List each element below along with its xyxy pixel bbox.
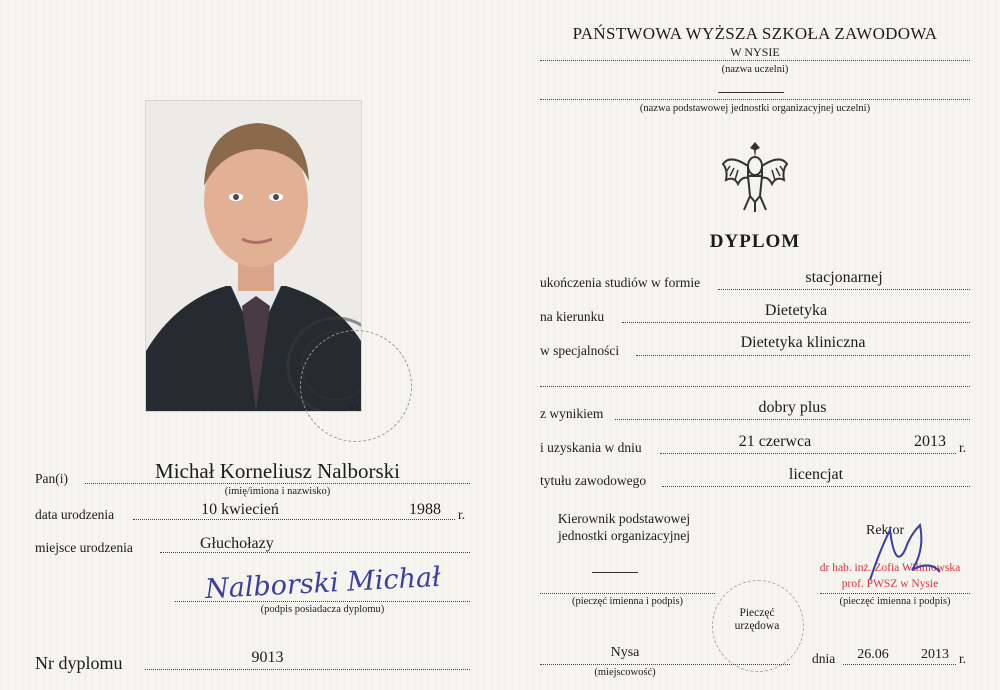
unit-caption: (nazwa podstawowej jednostki organizacyjnej uczelni)	[639, 103, 871, 114]
degree-value: licencjat	[788, 466, 844, 483]
specialty-value: Dietetyka kliniczna	[740, 334, 866, 351]
photo-stamp-ring	[300, 330, 412, 442]
footer-date-value: 26.06	[857, 647, 889, 662]
rector-caption: (pieczęć imienna i podpis)	[839, 596, 951, 607]
specialty-label: w specjalności	[540, 343, 620, 358]
date-value: 21 czerwca	[738, 433, 812, 450]
place-value: Nysa	[610, 645, 640, 660]
head-of-unit-dash	[592, 572, 638, 573]
unit-dash	[718, 92, 784, 93]
institution-name: PAŃSTWOWA WYŻSZA SZKOŁA ZAWODOWA	[572, 24, 938, 43]
diploma-number-label: Nr dyplomu	[35, 653, 123, 673]
study-form-label: ukończenia studiów w formie	[540, 275, 701, 290]
specialty-line	[636, 355, 970, 356]
birthplace-value: Głuchołazy	[200, 535, 274, 552]
name-caption: (imię/imiona i nazwisko)	[224, 486, 331, 497]
result-label: z wynikiem	[540, 406, 604, 421]
birthplace-label: miejsce urodzenia	[35, 540, 133, 555]
document-title: DYPLOM	[709, 231, 801, 252]
birth-year-suffix: r.	[458, 507, 466, 522]
holder-signature: Nalborski Michał	[204, 561, 442, 606]
birth-date-label: data urodzenia	[35, 507, 115, 522]
degree-label: tytułu zawodowego	[540, 473, 647, 488]
result-value: dobry plus	[758, 399, 827, 416]
date-year: 2013	[914, 433, 946, 450]
footer-date-label: dnia	[812, 651, 836, 666]
rector-line	[820, 593, 970, 594]
institution-city: W NYSIE	[730, 45, 780, 59]
result-line	[615, 419, 970, 420]
rector-title: Rektor	[866, 523, 905, 538]
date-label: i uzyskania w dniu	[540, 440, 642, 455]
date-year-suffix: r.	[959, 440, 967, 455]
birth-day-value: 10 kwiecień	[201, 501, 279, 518]
name-label: Pan(i)	[35, 471, 68, 486]
footer-date-year: 2013	[921, 647, 949, 662]
major-label: na kierunku	[540, 309, 605, 324]
rector-affiliation: prof. PWSZ w Nysie	[841, 578, 939, 590]
signature-caption: (podpis posiadacza dyplomu)	[260, 604, 385, 615]
study-form-value: stacjonarnej	[805, 269, 883, 286]
date-line	[660, 453, 956, 454]
rector-signature-icon	[850, 510, 950, 600]
eagle-emblem-icon	[720, 136, 790, 214]
official-seal-text: Pieczęć urzędowa	[734, 607, 780, 632]
specialty-line-2	[540, 386, 970, 387]
diploma-number-line	[145, 669, 470, 670]
birth-year-value: 1988	[409, 501, 441, 518]
head-of-unit-title: Kierownik podstawowej jednostki organizacyjnej	[557, 511, 691, 543]
diploma-number-value: 9013	[251, 649, 284, 666]
birth-date-line	[133, 519, 455, 520]
unit-line	[540, 99, 970, 100]
footer-year-suffix: r.	[959, 651, 967, 666]
institution-line	[540, 60, 970, 61]
major-line	[622, 322, 970, 323]
study-form-line	[718, 289, 970, 290]
footer-date-line	[843, 664, 956, 665]
degree-line	[662, 486, 970, 487]
place-line	[540, 664, 790, 665]
institution-caption: (nazwa uczelni)	[721, 64, 789, 75]
head-of-unit-caption: (pieczęć imienna i podpis)	[571, 596, 684, 607]
place-caption: (miejscowość)	[594, 667, 656, 678]
name-value: Michał Korneliusz Nalborski	[155, 459, 400, 483]
signature-line	[175, 601, 470, 602]
head-of-unit-line	[540, 593, 715, 594]
photo-stamp-text: wa	[348, 402, 360, 413]
major-value: Dietetyka	[764, 302, 828, 319]
rector-name: dr hab. inż. Zofia Wilimowska	[819, 562, 961, 574]
